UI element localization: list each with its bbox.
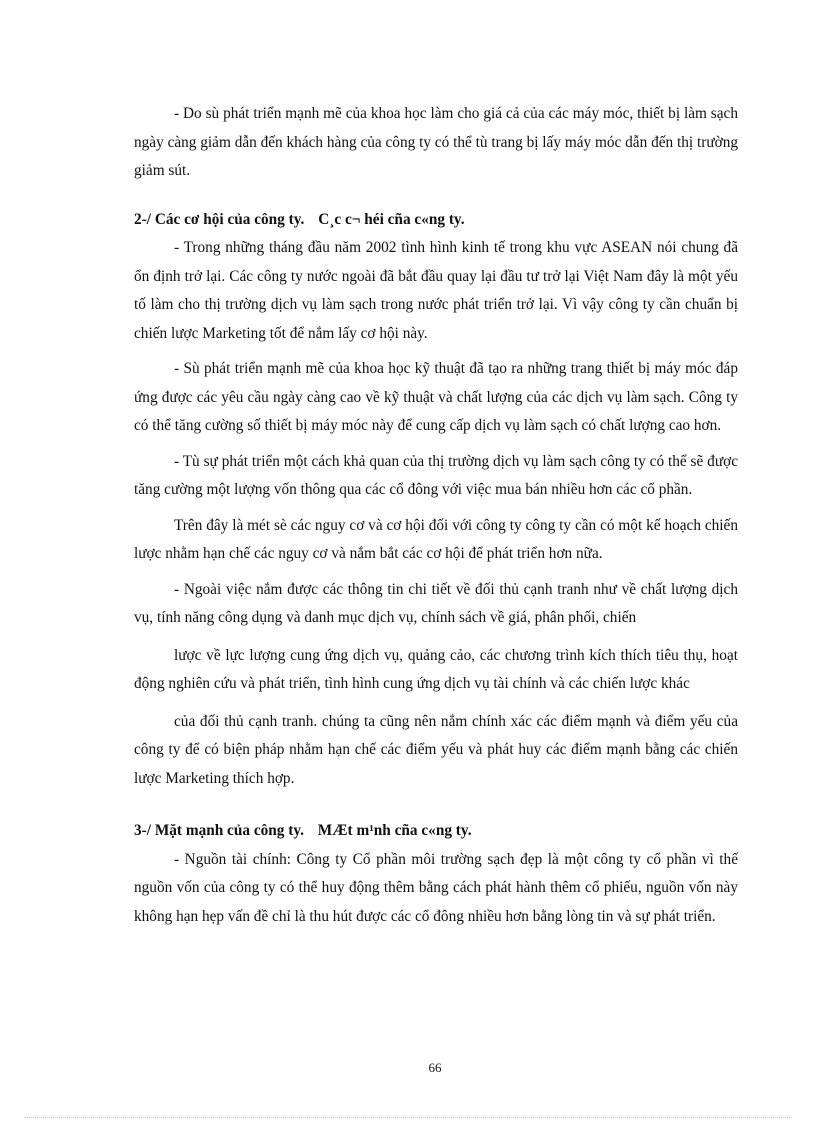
section-2-paragraph-2: - Sù phát triển mạnh mẽ của khoa học kỹ thuật đã tạo ra những trang thiết bị máy móc đáp ứng được các yêu cầu ngày càng cao về kỹ thuật và chất lượng của các dịch vụ làm sạch. Công ty có thể tăng cường số thiết bị máy móc này để cung cấp dịch vụ làm sạch có chất lượng cao hơn. [134,360,738,434]
section-2-paragraph-3: - Tù sự phát triển một cách khả quan của thị trường dịch vụ làm sạch công ty có thể sẽ được tăng cường một lượng vốn thông qua các cổ đông với việc mua bán nhiều hơn các cổ phần. [134,452,738,498]
intro-paragraph: - Do sù phát triển mạnh mẽ của khoa học làm cho giá cả của các máy móc, thiết bị làm sạch ngày càng giảm dẫn đến khách hàng của công ty có thể tù trang bị lấy máy móc dẫn đến thị trường giảm sút. [134,105,738,179]
section-2-heading [134,206,738,235]
section-3-heading-text: 3-/ Mặt mạnh của công ty. [134,822,304,839]
page-bottom-rule [24,1117,792,1118]
page-number: 66 [428,1060,442,1075]
section-3-paragraph-1: - Nguồn tài chính: Công ty Cổ phần môi trường sạch đẹp là một công ty cổ phần vì thế nguồn vốn của công ty có thể huy động thêm bằng cách phát hành thêm cổ phiếu, nguồn vốn này không hạn hẹp vấn đề chỉ là thu hút được các cổ đông nhiều hơn bằng lòng tin và sự phát triển. [134,850,738,925]
section-2-paragraph-5c: của đối thủ cạnh tranh. chúng ta cũng nên nắm chính xác các điểm mạnh và điểm yếu của công ty để có biện pháp nhằm hạn chế các điểm yếu và phát huy các điểm mạnh bằng các chiến lược Marketing thích hợp. [134,712,738,787]
section-3-heading-garbled: MÆt m¹nh cña c«ng ty. [317,822,472,839]
section-2-paragraph-4: Trên đây là mét sè các nguy cơ và cơ hội đối với công ty công ty cần có một kế hoạch chiến lược nhằm hạn chế các nguy cơ và nắm bắt các cơ hội để phát triển hơn nữa. [134,516,738,562]
section-2-heading-garbled: C¸c c¬ héi cña c«ng ty. [318,210,465,228]
page-content [134,100,738,931]
section-2-paragraph-5b: lược về lực lượng cung ứng dịch vụ, quảng cảo, các chương trình kích thích tiêu thụ, hoạt động nghiên cứu và phát triển, tình hình cung ứng dịch vụ tài chính và các chiến lược khác [134,646,738,692]
section-3-heading [134,817,738,846]
section-2-heading-text: 2-/ Các cơ hội của công ty. [134,210,305,228]
section-2-paragraph-1: - Trong những tháng đầu năm 2002 tình hình kinh tế trong khu vực ASEAN nói chung đã ổn định trở lại. Các công ty nước ngoài đã bắt đầu quay lại đầu tư trở lại Việt Nam đây là một yếu tố làm cho thị trường dịch vụ làm sạch trong nước phát triển trở lại. Vì vậy công ty cần chuẩn bị chiến lược Marketing tốt để nắm lấy cơ hội này. [134,239,738,342]
section-2-paragraph-5a: - Ngoài việc nắm được các thông tin chi tiết về đối thủ cạnh tranh như về chất lượng dịch vụ, tính năng công dụng và danh mục dịch vụ, chính sách về giá, phân phối, chiến [134,580,738,626]
